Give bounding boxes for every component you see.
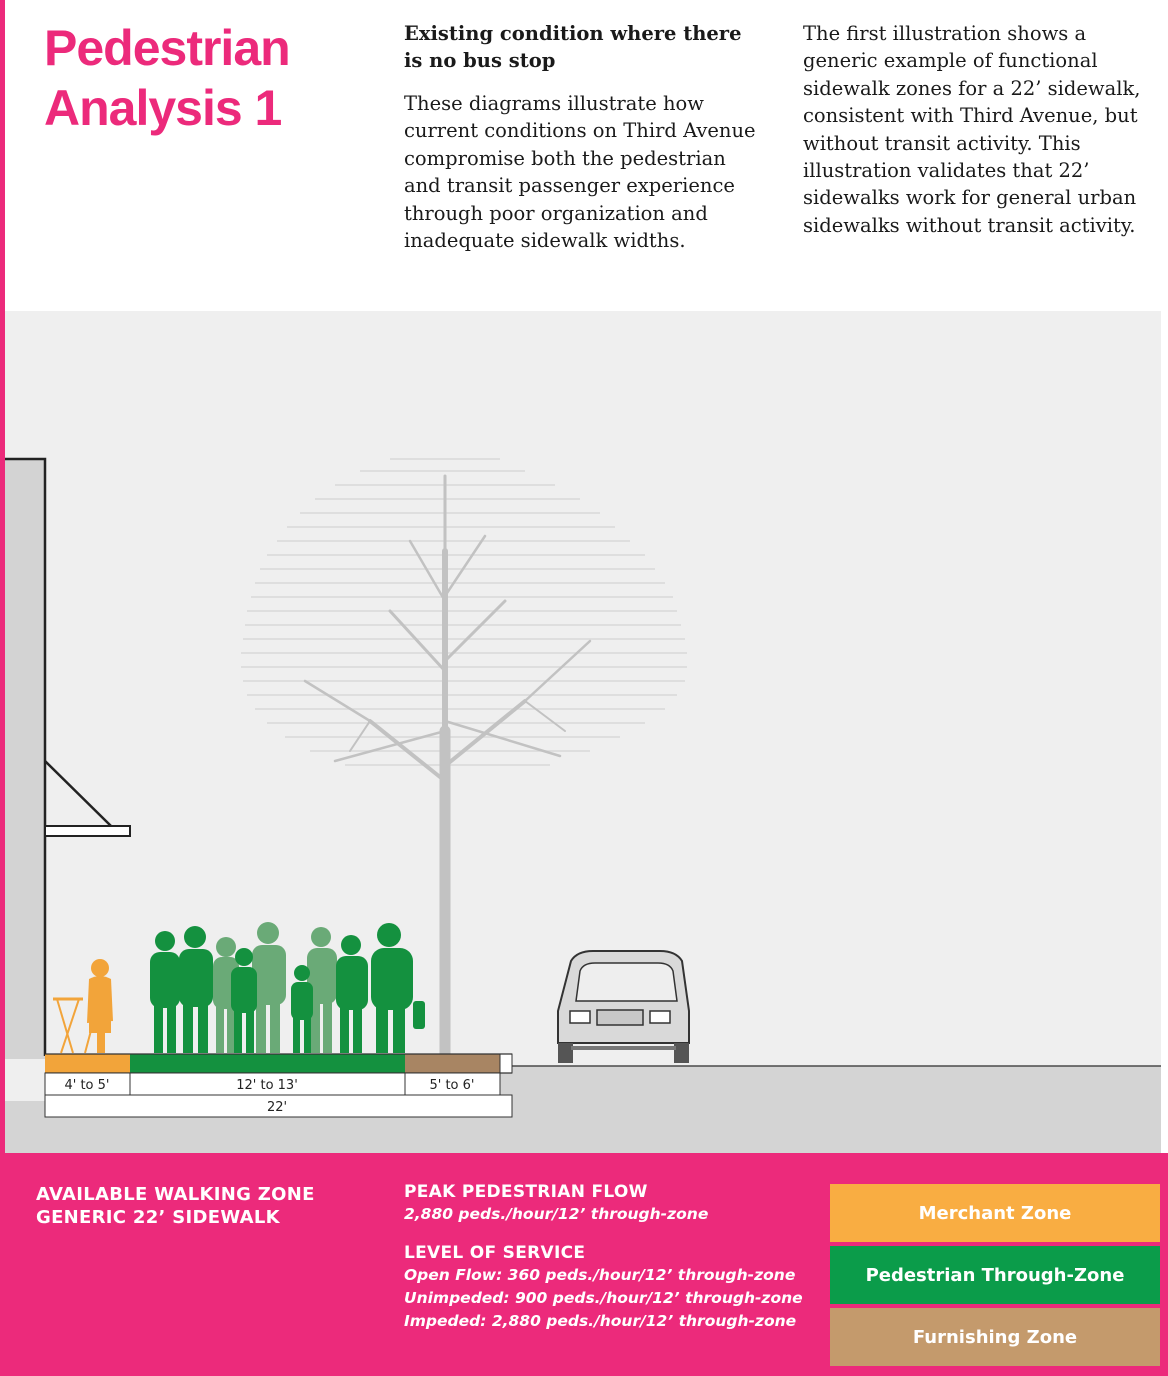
- walking-zone-line1: AVAILABLE WALKING ZONE: [36, 1184, 315, 1205]
- walking-zone-line2: GENERIC 22’ SIDEWALK: [36, 1207, 280, 1228]
- total-dimension: 22': [266, 1100, 288, 1115]
- peak-flow-heading: PEAK PEDESTRIAN FLOW: [404, 1182, 648, 1202]
- peak-flow-value: 2,880 peds./hour/12’ through-zone: [404, 1205, 709, 1223]
- headlight-left: [570, 1011, 590, 1023]
- walking-zone-label: [36, 1183, 315, 1229]
- flow-stats: [404, 1181, 803, 1333]
- legend-furnishing-zone: Furnishing Zone: [830, 1308, 1160, 1366]
- los-unimpeded: Unimpeded: 900 peds./hour/12’ through-zone: [404, 1289, 803, 1307]
- merchant-zone-band: [45, 1054, 130, 1073]
- intro-text: These diagrams illustrate how current conditions on Third Avenue compromise both the pedestrian and transit passenger experience through poor organization and inadequate sidewalk widths.: [404, 92, 756, 253]
- legend-merchant-zone: Merchant Zone: [830, 1184, 1160, 1242]
- intro-column: [404, 20, 764, 254]
- furnishing-dimension: 5' to 6': [429, 1078, 475, 1093]
- awning-ledge: [45, 826, 130, 836]
- curb: [500, 1054, 512, 1073]
- page-title: Pedestrian Analysis 1: [44, 20, 290, 136]
- merchant-dimension: 4' to 5': [64, 1078, 110, 1093]
- los-impeded: Impeded: 2,880 peds./hour/12’ through-zone: [404, 1312, 797, 1330]
- through-zone-band: [130, 1054, 405, 1073]
- los-open-flow: Open Flow: 360 peds./hour/12’ through-zone: [404, 1266, 796, 1284]
- sidewalk-section-diagram: [5, 311, 1161, 1153]
- subtitle: Existing condition where there is no bus stop: [404, 22, 742, 72]
- through-dimension: 12' to 13': [236, 1078, 298, 1093]
- footer-panel: [5, 1153, 1168, 1376]
- grille: [597, 1010, 643, 1025]
- description-text: The first illustration shows a generic example of functional sidewalk zones for a 22’ sidewalk, consistent with Third Avenue, but without transit activity. This illustration validates that 22’ sidewalks work for general urban sidewalks without transit activity.: [803, 22, 1141, 237]
- headlight-right: [650, 1011, 670, 1023]
- description-column: [803, 20, 1158, 239]
- legend-pedestrian-through-zone: Pedestrian Through-Zone: [830, 1246, 1160, 1304]
- furnishing-zone-band: [405, 1054, 500, 1073]
- car: [558, 951, 689, 1063]
- level-of-service-heading: LEVEL OF SERVICE: [404, 1243, 586, 1263]
